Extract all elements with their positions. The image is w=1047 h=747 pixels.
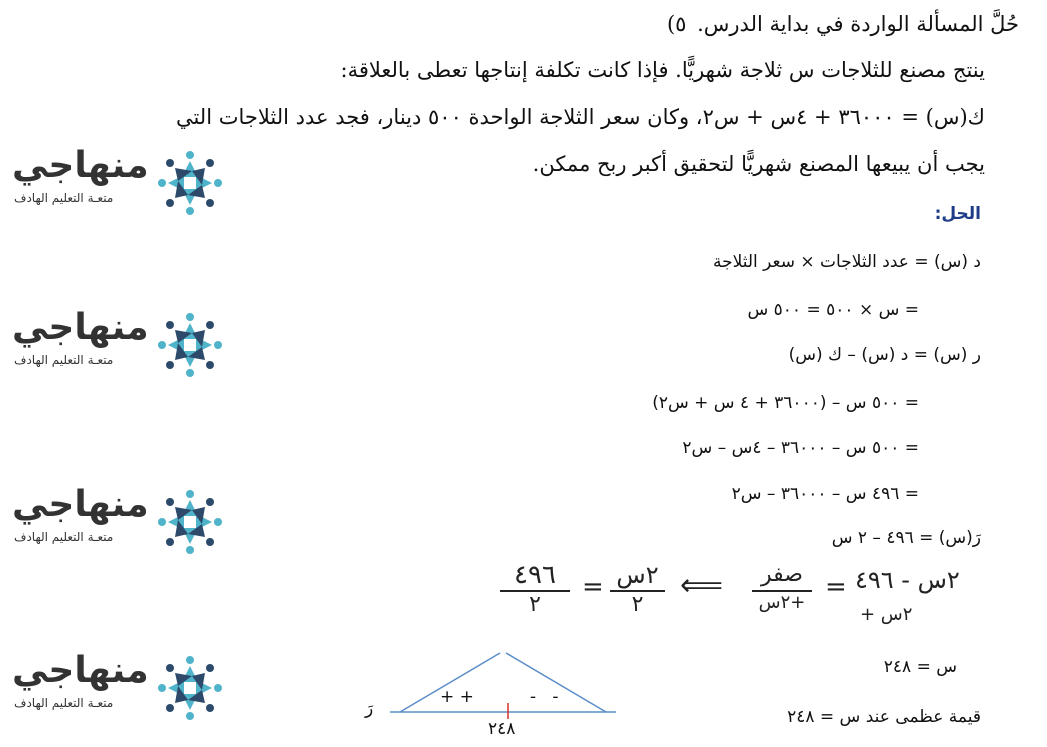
- hw-frac2-num: ٢س: [610, 560, 665, 592]
- logo-emblem-icon: [150, 305, 230, 385]
- solution-line-5: = ٥٠٠ س – ٣٦٠٠٠ – ٤س – س٢: [682, 438, 919, 458]
- question-text-1: حُلَّ المسألة الواردة في بداية الدرس.: [697, 12, 1019, 36]
- solution-line-1: د (س) = عدد الثلاجات × سعر الثلاجة: [712, 252, 981, 272]
- result-x: س = ٢٤٨: [883, 657, 957, 677]
- hw-arrow-icon: ⟸: [680, 568, 724, 603]
- question-line-1: حُلَّ المسألة الواردة في بداية الدرس. ٥): [666, 12, 1019, 36]
- logo-name: منهاجي: [12, 650, 149, 691]
- sign-chart-label: رَ: [365, 699, 374, 719]
- logo-tagline: متعـة التعليم الهادف: [14, 191, 114, 205]
- hw-eq-1: =: [582, 572, 604, 602]
- question-line-3: ك(س) = ٣٦٠٠٠ + ٤س + س٢، وكان سعر الثلاجة الواحدة ٥٠٠ دينار، فجد عدد الثلاجات التي: [175, 105, 985, 129]
- logo-name: منهاجي: [12, 145, 149, 186]
- hw-frac1-den: ٢: [529, 592, 541, 617]
- handwritten-equation: [490, 560, 990, 630]
- hw-rhs-bottom: ٢س +: [860, 604, 913, 625]
- hw-frac3-den: ٢س+: [758, 592, 806, 613]
- conclusion: قيمة عظمى عند س = ٢٤٨: [787, 707, 981, 727]
- sign-chart-point: ٢٤٨: [488, 719, 516, 739]
- hw-frac2-den: ٢: [631, 592, 644, 617]
- sign-chart-plus: + +: [440, 687, 474, 707]
- sign-chart-minus: - -: [530, 687, 559, 707]
- logo-4: [0, 648, 230, 728]
- logo-tagline: متعـة التعليم الهادف: [14, 530, 114, 544]
- question-number: ٥: [675, 12, 687, 36]
- hw-rhs-top: ٢س - ٤٩٦: [855, 566, 960, 594]
- hw-fraction-3: [752, 560, 812, 613]
- logo-emblem-icon: [150, 648, 230, 728]
- logo-emblem-icon: [150, 143, 230, 223]
- question-line-4: يجب أن يبيعها المصنع شهريًّا لتحقيق أكبر ربح ممكن.: [532, 152, 985, 176]
- hw-frac1-num: ٤٩٦: [500, 560, 570, 592]
- solution-line-6: = ٤٩٦ س – ٣٦٠٠٠ – س٢: [731, 484, 919, 504]
- logo-name: منهاجي: [12, 484, 149, 525]
- hw-fraction-1: [500, 560, 570, 617]
- logo-2: [0, 305, 230, 385]
- hw-eq-2: =: [825, 572, 847, 602]
- solution-line-7: رَ(س) = ٤٩٦ – ٢ س: [831, 528, 981, 548]
- solution-line-2: = س × ٥٠٠ = ٥٠٠ س: [747, 300, 919, 320]
- sign-chart: [360, 645, 630, 745]
- logo-tagline: متعـة التعليم الهادف: [14, 353, 114, 367]
- solution-header: الحل:: [934, 204, 981, 224]
- logo-name: منهاجي: [12, 307, 149, 348]
- logo-3: [0, 482, 230, 562]
- solution-line-3: ر (س) = د (س) – ك (س): [788, 345, 981, 365]
- hw-frac3-num: صفر: [752, 560, 812, 592]
- solution-line-4: = ٥٠٠ س – (٣٦٠٠٠ + ٤ س + س٢): [652, 393, 919, 413]
- hw-fraction-2: [610, 560, 665, 617]
- logo-tagline: متعـة التعليم الهادف: [14, 696, 114, 710]
- logo-1: [0, 143, 230, 223]
- question-line-2: ينتج مصنع للثلاجات س ثلاجة شهريًّا. فإذا كانت تكلفة إنتاجها تعطى بالعلاقة:: [340, 58, 985, 82]
- logo-emblem-icon: [150, 482, 230, 562]
